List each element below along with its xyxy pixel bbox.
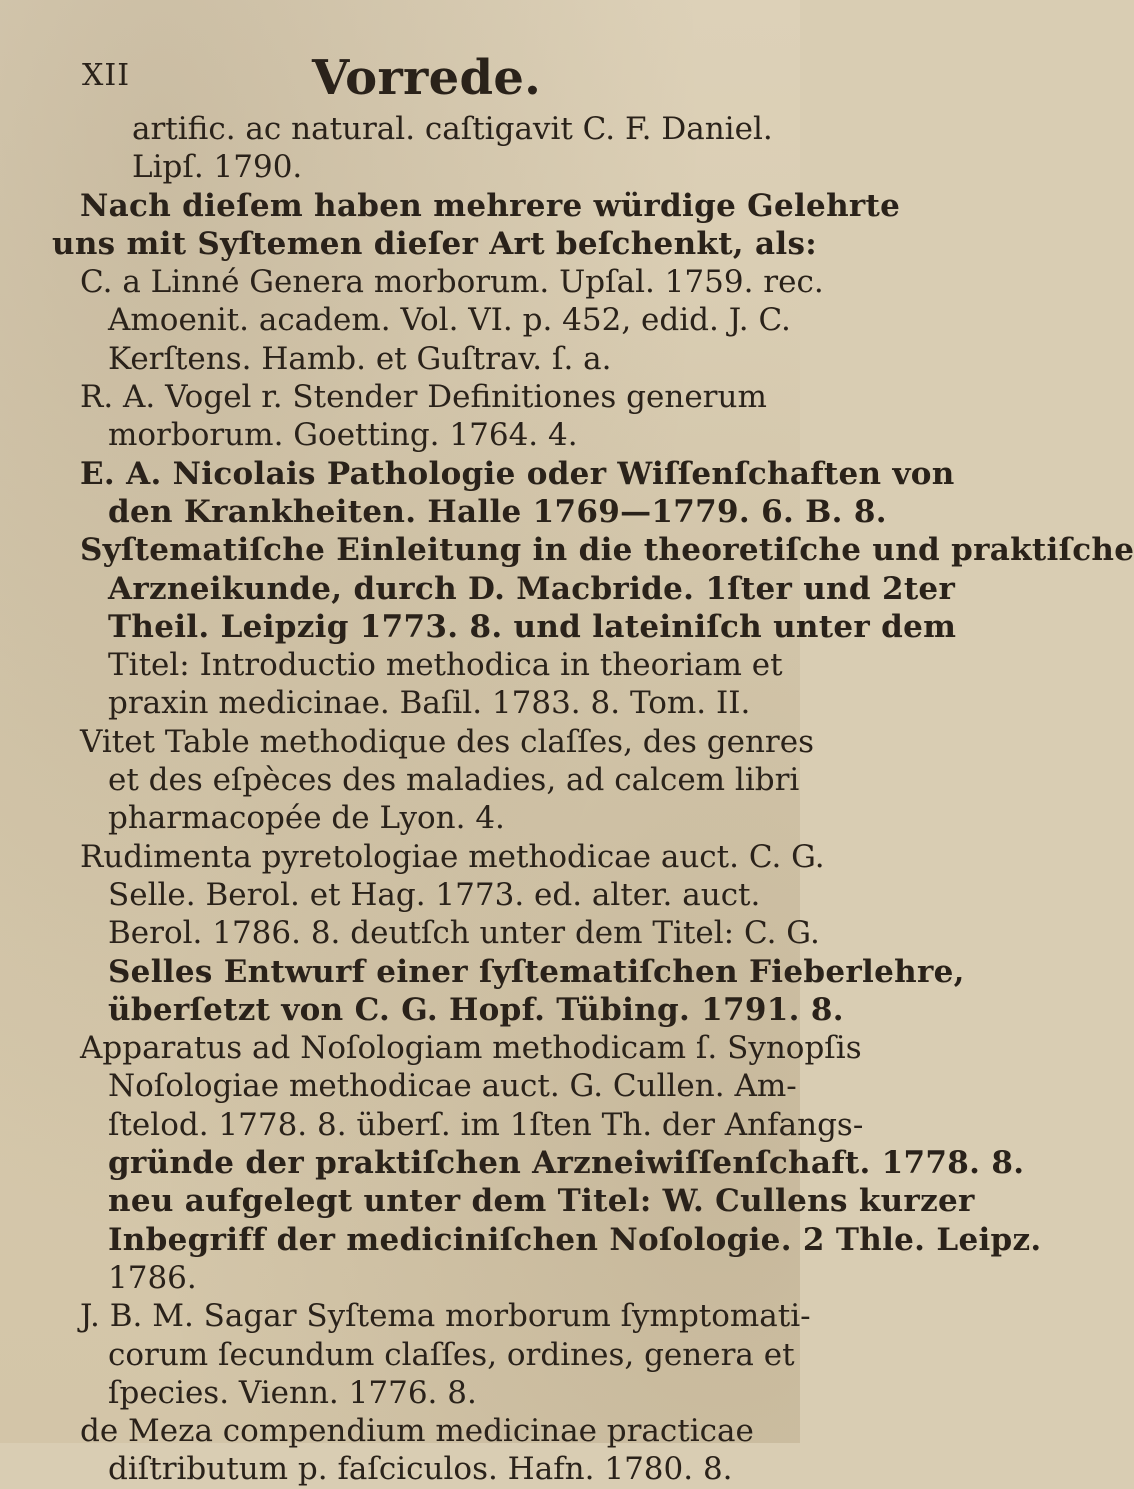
text-line: Berol. 1786. 8. deutſch unter dem Titel: C. G. bbox=[108, 915, 820, 952]
text-line: den Krankheiten. Halle 1769—1779. 6. B. 8. bbox=[108, 493, 887, 530]
text-line: Apparatus ad Noſologiam methodicam ſ. Synopſis bbox=[80, 1030, 862, 1067]
page-header bbox=[82, 50, 722, 110]
text-line: 1786. bbox=[108, 1259, 197, 1296]
text-line: pharmacopée de Lyon. 4. bbox=[108, 800, 505, 837]
text-line: Theil. Leipzig 1773. 8. und lateiniſch unter dem bbox=[108, 608, 957, 645]
page-number: XII bbox=[82, 58, 131, 93]
text-line: gründe der praktiſchen Arzneiwiſſenſchaft. 1778. 8. bbox=[108, 1145, 1025, 1182]
text-line: Selles Entwurf einer ſyſtematiſchen Fieberlehre, bbox=[108, 953, 965, 990]
text-line: R. A. Vogel r. Stender Definitiones generum bbox=[80, 379, 767, 416]
text-line: uns mit Syſtemen dieſer Art beſchenkt, als: bbox=[52, 225, 817, 262]
running-title: Vorrede. bbox=[312, 50, 542, 106]
text-line: J. B. M. Sagar Syſtema morborum ſymptomati- bbox=[80, 1298, 811, 1335]
text-line: Syſtematiſche Einleitung in die theoretiſche und praktiſche bbox=[80, 532, 1134, 569]
text-line: Amoenit. academ. Vol. VI. p. 452, edid. J. C. bbox=[108, 302, 791, 339]
text-line: corum ſecundum claſſes, ordines, genera et bbox=[108, 1336, 795, 1373]
text-line: diſtributum p. faſciculos. Hafn. 1780. 8. bbox=[108, 1451, 733, 1488]
text-line: neu aufgelegt unter dem Titel: W. Cullens kurzer bbox=[108, 1183, 975, 1220]
text-line: Noſologiae methodicae auct. G. Cullen. Am- bbox=[108, 1068, 797, 1105]
text-line: Inbegriff der mediciniſchen Noſologie. 2 Thle. Leipz. bbox=[108, 1221, 1042, 1258]
text-line: Titel: Introductio methodica in theoriam et bbox=[108, 647, 783, 684]
text-line: ſtelod. 1778. 8. überſ. im 1ſten Th. der Anfangs- bbox=[108, 1106, 864, 1143]
text-line: Kerſtens. Hamb. et Guſtrav. ſ. a. bbox=[108, 340, 612, 377]
text-line: E. A. Nicolais Pathologie oder Wiſſenſchaften von bbox=[80, 455, 955, 492]
text-line: praxin medicinae. Baſil. 1783. 8. Tom. II. bbox=[108, 685, 751, 722]
text-line: de Meza compendium medicinae practicae bbox=[80, 1413, 754, 1450]
text-line: morborum. Goetting. 1764. 4. bbox=[108, 417, 578, 454]
text-line: C. a Linné Genera morborum. Upſal. 1759. rec. bbox=[80, 264, 824, 301]
text-line: artific. ac natural. caſtigavit C. F. Daniel. bbox=[132, 111, 773, 147]
text-line: Selle. Berol. et Hag. 1773. ed. alter. auct. bbox=[108, 876, 761, 913]
text-line: Arzneikunde, durch D. Macbride. 1ſter und 2ter bbox=[108, 570, 956, 607]
text-line: Lipſ. 1790. bbox=[132, 149, 303, 186]
text-line: Vitet Table methodique des claſſes, des genres bbox=[80, 723, 814, 760]
text-line: Nach dieſem haben mehrere würdige Gelehrte bbox=[80, 187, 901, 224]
text-line: Rudimenta pyretologiae methodicae auct. C. G. bbox=[80, 838, 825, 875]
text-line: überſetzt von C. G. Hopf. Tübing. 1791. 8. bbox=[108, 991, 844, 1028]
text-line: ſpecies. Vienn. 1776. 8. bbox=[108, 1374, 477, 1411]
text-line: et des eſpèces des maladies, ad calcem libri bbox=[108, 762, 800, 799]
body-text bbox=[40, 110, 1134, 1489]
